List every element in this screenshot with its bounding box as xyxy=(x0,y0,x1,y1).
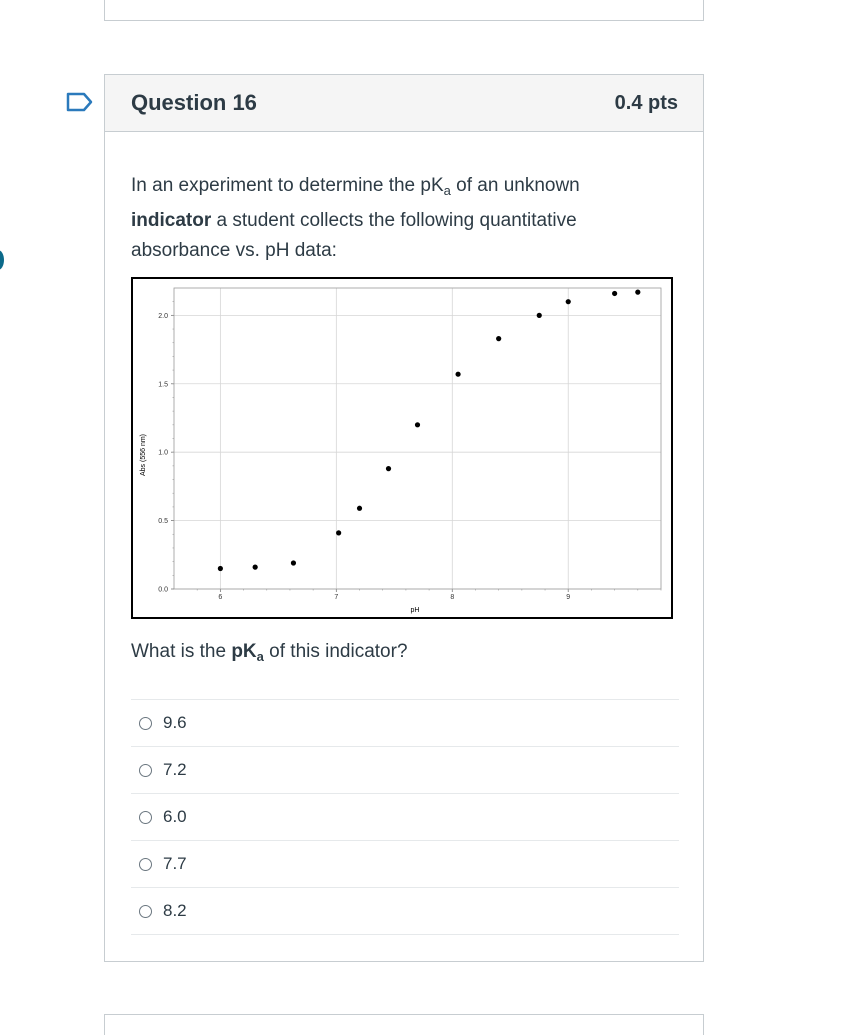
data-point xyxy=(496,336,501,341)
y-tick-label: 1.5 xyxy=(158,381,168,389)
data-point xyxy=(415,422,420,427)
flag-question-button[interactable] xyxy=(66,92,94,112)
x-tick-label: 7 xyxy=(334,594,339,601)
answer-option[interactable] xyxy=(131,840,679,887)
data-point xyxy=(357,506,362,511)
question-title: Question 16 xyxy=(131,90,257,115)
answer-option[interactable] xyxy=(131,746,679,793)
x-tick-label: 9 xyxy=(566,594,571,601)
answer-list xyxy=(131,699,679,935)
side-panel-toggle[interactable] xyxy=(0,250,4,270)
previous-question-card xyxy=(104,0,704,21)
absorbance-chart xyxy=(133,279,671,617)
x-tick-label: 8 xyxy=(450,594,455,601)
question-header xyxy=(105,75,703,132)
y-axis-label: Abs (556 nm) xyxy=(140,433,147,477)
radio-button[interactable] xyxy=(139,858,152,871)
data-point xyxy=(218,566,223,571)
data-point xyxy=(537,313,542,318)
y-tick-label: 2.0 xyxy=(158,312,168,320)
answer-label: 7.2 xyxy=(163,760,187,779)
x-axis-label: pH xyxy=(410,607,420,614)
data-point xyxy=(455,372,460,377)
data-point xyxy=(566,299,571,304)
radio-button[interactable] xyxy=(139,811,152,824)
data-point xyxy=(612,291,617,296)
y-tick-label: 0.0 xyxy=(158,586,168,594)
question-prompt: What is the $pK_a$ of this indicator? xyxy=(131,641,408,664)
data-point xyxy=(336,530,341,535)
data-point xyxy=(386,466,391,471)
flag-icon xyxy=(66,92,94,112)
data-point xyxy=(635,290,640,295)
answer-option[interactable] xyxy=(131,887,679,935)
question-card xyxy=(104,74,704,962)
radio-button[interactable] xyxy=(139,905,152,918)
answer-label: 6.0 xyxy=(163,807,187,826)
y-tick-label: 0.5 xyxy=(158,518,168,526)
radio-button[interactable] xyxy=(139,764,152,777)
absorbance-chart-figure xyxy=(131,277,673,619)
y-tick-label: 1.0 xyxy=(158,449,168,457)
answer-label: 9.6 xyxy=(163,713,187,732)
data-point xyxy=(253,565,258,570)
answer-label: 8.2 xyxy=(163,901,187,920)
data-point xyxy=(291,560,296,565)
next-question-card xyxy=(104,1014,704,1035)
radio-button[interactable] xyxy=(139,717,152,730)
answer-option[interactable] xyxy=(131,793,679,840)
question-text: In an experiment to determine the $pK_a$ of an unknown indicator a student collects the following quantitative absorbance vs. pH data: xyxy=(131,175,580,261)
question-points: 0.4 pts xyxy=(614,91,678,114)
answer-option[interactable] xyxy=(131,699,679,746)
answer-label: 7.7 xyxy=(163,854,187,873)
x-tick-label: 6 xyxy=(218,594,223,601)
